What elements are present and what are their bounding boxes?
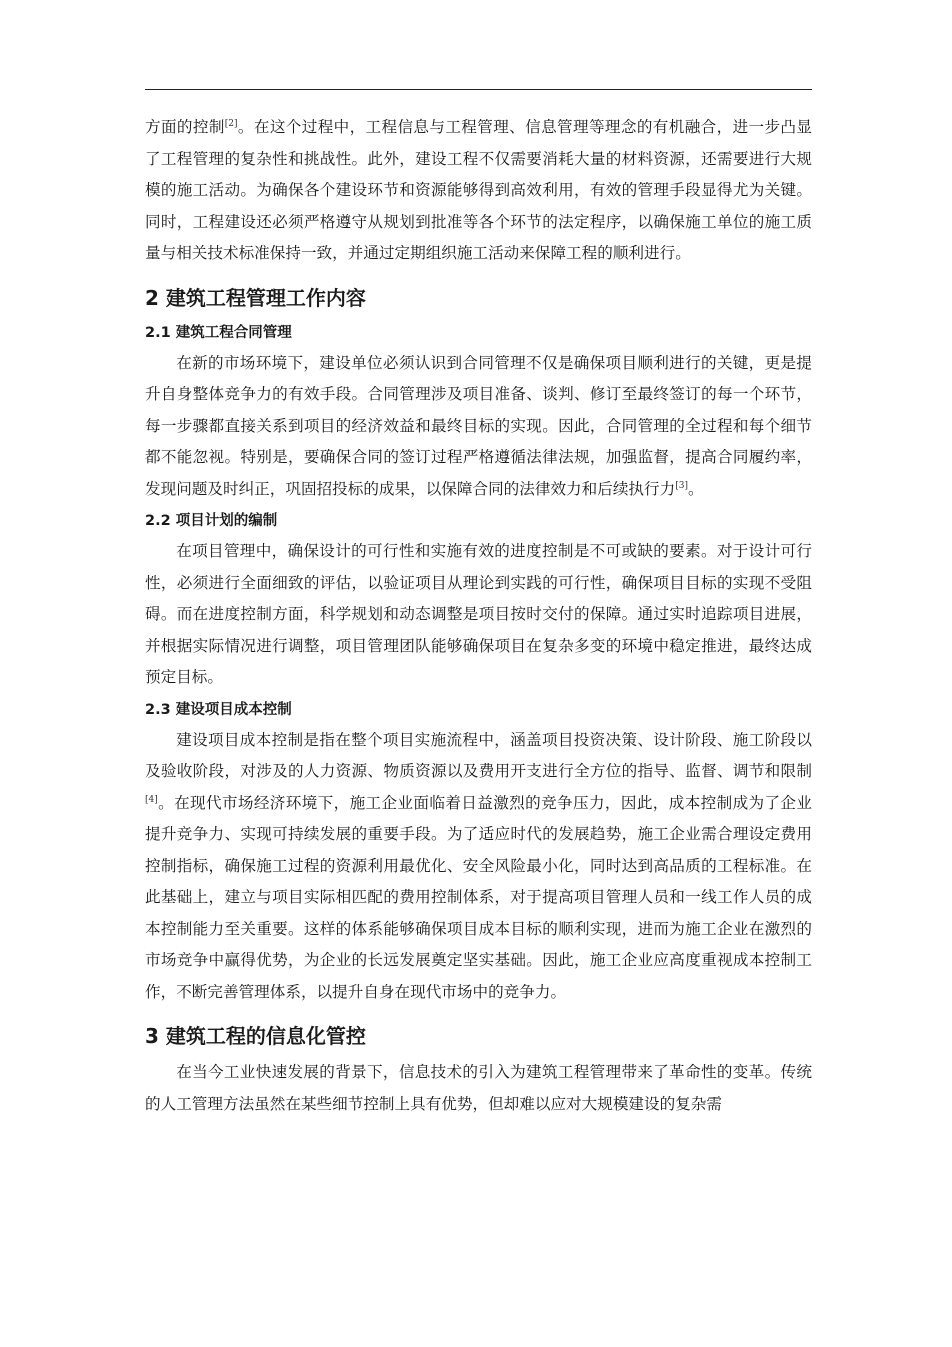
citation-3: [3] (675, 480, 688, 491)
section-2-3-paragraph: 建设项目成本控制是指在整个项目实施流程中，涵盖项目投资决策、设计阶段、施工阶段以及验收阶段，对涉及的人力资源、物质资源以及费用开支进行全方位的指导、监督、调节和限制[4]。在现代市场经济环境下，施工企业面临着日益激烈的竞争压力，因此，成本控制成为了企业提升竞争力、实现可持续发展的重要手段。为了适应时代的发展趋势，施工企业需合理设定费用控制指标，确保施工过程的资源利用最优化、安全风险最小化，同时达到高品质的工程标准。在此基础上，建立与项目实际相匹配的费用控制体系，对于提高项目管理人员和一线工作人员的成本控制能力至关重要。这样的体系能够确保项目成本目标的顺利实现，进而为施工企业在激烈的市场竞争中赢得优势，为企业的长远发展奠定坚实基础。因此，施工企业应高度重视成本控制工作，不断完善管理体系，以提升自身在现代市场中的竞争力。 (145, 730, 812, 1001)
section-2-1-paragraph: 在新的市场环境下，建设单位必须认识到合同管理不仅是确保项目顺利进行的关键，更是提升自身整体竞争力的有效手段。合同管理涉及项目准备、谈判、修订至最终签订的每一个环节，每一步骤都直接关系到项目的经济效益和最终目标的实现。因此，合同管理的全过程和每个细节都不能忽视。特别是，要确保合同的签订过程严格遵循法律法规，加强监督，提高合同履约率，发现问题及时纠正，巩固招投标的成果，以保障合同的法律效力和后续执行力[3]。 (145, 353, 812, 498)
intro-paragraph: 方面的控制[2]。在这个过程中，工程信息与工程管理、信息管理等理念的有机融合，进一步凸显了工程管理的复杂性和挑战性。此外，建设工程不仅需要消耗大量的材料资源，还需要进行大规模的施工活动。为确保各个建设环节和资源能够得到高效利用，有效的管理手段显得尤为关键。同时，工程建设还必须严格遵守从规划到批准等各个环节的法定程序，以确保施工单位的施工质量与相关技术标准保持一致，并通过定期组织施工活动来保障工程的顺利进行。 (145, 118, 812, 262)
header-rule (145, 89, 812, 90)
section-2-2-heading: 2.2 项目计划的编制 (145, 513, 278, 529)
citation-4: [4] (145, 794, 158, 805)
section-3-paragraph: 在当今工业快速发展的背景下，信息技术的引入为建筑工程管理带来了革命性的变革。传统的人工管理方法虽然在某些细节控制上具有优势，但却难以应对大规模建设的复杂需 (145, 1063, 812, 1113)
citation-2: [2] (224, 119, 238, 129)
section-2-3-heading: 2.3 建设项目成本控制 (145, 701, 292, 718)
section-2-2-paragraph: 在项目管理中，确保设计的可行性和实施有效的进度控制是不可或缺的要素。对于设计可行性，必须进行全面细致的评估，以验证项目从理论到实践的可行性，确保项目目标的实现不受阻碍。而在进度控制方面，科学规划和动态调整是项目按时交付的保障。通过实时追踪项目进展，并根据实际情况进行调整，项目管理团队能够确保项目在复杂多变的环境中稳定推进，最终达成预定目标。 (145, 542, 812, 686)
section-2-1-heading: 2.1 建筑工程合同管理 (145, 324, 292, 341)
page-content (145, 112, 812, 1120)
section-3-heading: 3 建筑工程的信息化管控 (145, 1024, 366, 1048)
section-2-heading: 2 建筑工程管理工作内容 (145, 285, 366, 310)
